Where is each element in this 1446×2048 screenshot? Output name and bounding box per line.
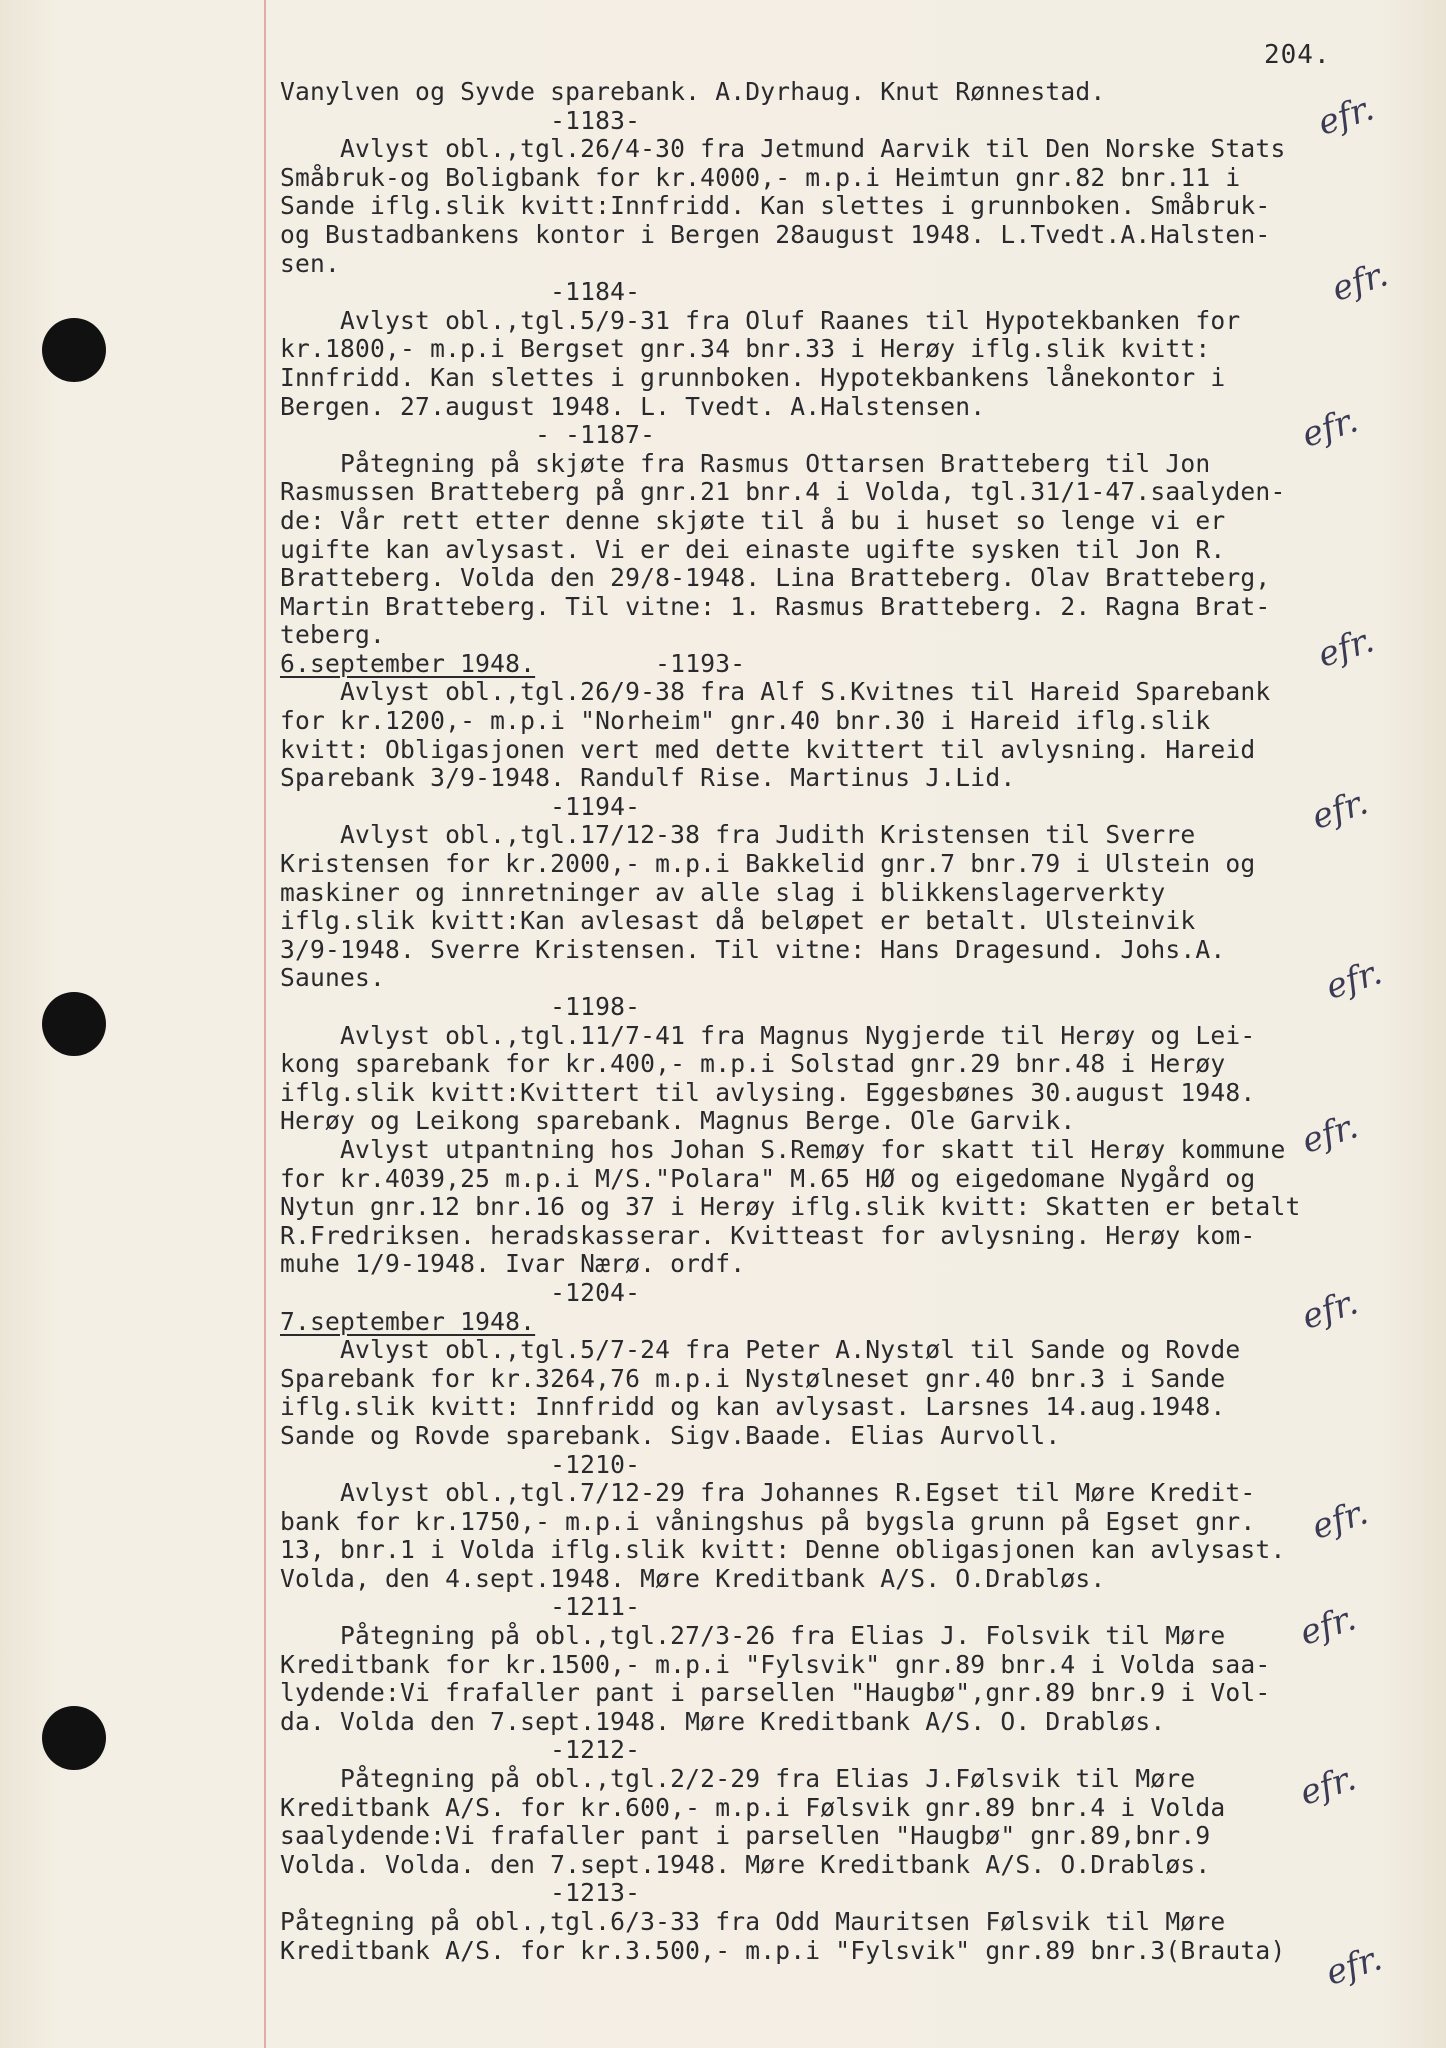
text-line: 6.september 1948. -1193- bbox=[280, 648, 746, 678]
text-line: - -1187- bbox=[280, 420, 656, 450]
text-line: Volda. Volda. den 7.sept.1948. Møre Kreditbank A/S. O.Drabløs. bbox=[280, 1849, 1211, 1879]
date-heading: 6.september 1948. bbox=[280, 648, 536, 678]
text-line: Avlyst obl.,tgl.5/9-31 fra Oluf Raanes til Hypotekbanken for bbox=[280, 305, 1241, 335]
text-line: Innfridd. Kan slettes i grunnboken. Hypotekbankens lånekontor i bbox=[280, 362, 1226, 392]
handwritten-check-mark: efr. bbox=[1307, 782, 1373, 838]
text-line: ugifte kan avlysast. Vi er dei einaste ugifte sysken til Jon R. bbox=[280, 534, 1226, 564]
text-line: -1210- bbox=[280, 1449, 641, 1479]
handwritten-check-mark: efr. bbox=[1295, 1758, 1361, 1814]
text-line: Bergen. 27.august 1948. L. Tvedt. A.Halstensen. bbox=[280, 391, 986, 421]
handwritten-check-mark: efr. bbox=[1307, 1492, 1373, 1548]
text-line: Sparebank for kr.3264,76 m.p.i Nystølneset gnr.40 bnr.3 i Sande bbox=[280, 1363, 1226, 1393]
text-line: -1184- bbox=[280, 277, 641, 307]
text-line: Volda, den 4.sept.1948. Møre Kreditbank A/S. O.Drabløs. bbox=[280, 1563, 1106, 1593]
text-line: Kreditbank A/S. for kr.600,- m.p.i Følsvik gnr.89 bnr.4 i Volda bbox=[280, 1792, 1226, 1822]
page-number: 204. bbox=[1264, 40, 1331, 70]
text-line: da. Volda den 7.sept.1948. Møre Kreditbank A/S. O. Drabløs. bbox=[280, 1706, 1166, 1736]
text-line: Kreditbank A/S. for kr.3.500,- m.p.i "Fylsvik" gnr.89 bnr.3(Brauta) bbox=[280, 1935, 1286, 1965]
handwritten-check-mark: efr. bbox=[1313, 620, 1379, 676]
text-line: for kr.1200,- m.p.i "Norheim" gnr.40 bnr.30 i Hareid iflg.slik bbox=[280, 706, 1211, 736]
text-line: Avlyst obl.,tgl.7/12-29 fra Johannes R.Egset til Møre Kredit- bbox=[280, 1478, 1256, 1508]
text-line: Avlyst obl.,tgl.26/9-38 fra Alf S.Kvitnes til Hareid Sparebank bbox=[280, 677, 1271, 707]
text-line: -1194- bbox=[280, 791, 641, 821]
text-line: Kristensen for kr.2000,- m.p.i Bakkelid gnr.7 bnr.79 i Ulstein og bbox=[280, 849, 1256, 879]
text-line: kr.1800,- m.p.i Bergset gnr.34 bnr.33 i Herøy iflg.slik kvitt: bbox=[280, 334, 1211, 364]
text-line: Vanylven og Syvde sparebank. A.Dyrhaug. Knut Rønnestad. bbox=[280, 77, 1106, 106]
text-line: Påtegning på obl.,tgl.6/3-33 fra Odd Mauritsen Følsvik til Møre bbox=[280, 1907, 1226, 1936]
text-line: Kreditbank for kr.1500,- m.p.i "Fylsvik" gnr.89 bnr.4 i Volda saa- bbox=[280, 1649, 1271, 1679]
handwritten-check-mark: efr. bbox=[1297, 400, 1363, 456]
text-line: 13, bnr.1 i Volda iflg.slik kvitt: Denne obligasjonen kan avlysast. bbox=[280, 1535, 1286, 1565]
text-line: iflg.slik kvitt:Kvittert til avlysing. Eggesbønes 30.august 1948. bbox=[280, 1077, 1256, 1107]
text-line: kvitt: Obligasjonen vert med dette kvittert til avlysning. Hareid bbox=[280, 734, 1256, 764]
text-line: Avlyst obl.,tgl.17/12-38 fra Judith Kristensen til Sverre bbox=[280, 820, 1196, 850]
text-line: Sande og Rovde sparebank. Sigv.Baade. Elias Aurvoll. bbox=[280, 1420, 1061, 1450]
text-line: Påtegning på obl.,tgl.2/2-29 fra Elias J.Følsvik til Møre bbox=[280, 1764, 1196, 1794]
text-line: Påtegning på skjøte fra Rasmus Ottarsen Bratteberg til Jon bbox=[280, 448, 1211, 478]
text-line: -1198- bbox=[280, 992, 641, 1021]
text-line bbox=[280, 1308, 1420, 1337]
text-line: -1212- bbox=[280, 1735, 641, 1765]
text-line: muhe 1/9-1948. Ivar Nærø. ordf. bbox=[280, 1249, 746, 1279]
text-line: iflg.slik kvitt:Kan avlesast då beløpet er betalt. Ulsteinvik bbox=[280, 906, 1196, 936]
text-line: Avlyst obl.,tgl.5/7-24 fra Peter A.Nystøl til Sande og Rovde bbox=[280, 1335, 1241, 1365]
text-line: Avlyst utpantning hos Johan S.Remøy for skatt til Herøy kommune bbox=[280, 1134, 1286, 1164]
text-line: Saunes. bbox=[280, 963, 386, 993]
handwritten-check-mark: efr. bbox=[1295, 1598, 1361, 1654]
punch-hole bbox=[42, 318, 106, 382]
punch-hole bbox=[42, 1706, 106, 1770]
text-line: -1211- bbox=[280, 1592, 641, 1622]
text-line: Påtegning på obl.,tgl.27/3-26 fra Elias J. Folsvik til Møre bbox=[280, 1621, 1226, 1651]
text-line: Bratteberg. Volda den 29/8-1948. Lina Bratteberg. Olav Bratteberg, bbox=[280, 563, 1271, 593]
handwritten-check-mark: efr. bbox=[1321, 1938, 1387, 1994]
typed-text-block bbox=[280, 78, 1420, 1965]
text-line: 3/9-1948. Sverre Kristensen. Til vitne: Hans Dragesund. Johs.A. bbox=[280, 934, 1226, 964]
handwritten-check-mark: efr. bbox=[1321, 952, 1387, 1008]
text-line: R.Fredriksen. heradskasserar. Kvitteast for avlysning. Herøy kom- bbox=[280, 1220, 1256, 1250]
text-line: Rasmussen Bratteberg på gnr.21 bnr.4 i Volda, tgl.31/1-47.saalyden- bbox=[280, 477, 1286, 507]
text-line: maskiner og innretninger av alle slag i blikkenslagerverkty bbox=[280, 877, 1166, 907]
date-heading: 7.september 1948. bbox=[280, 1306, 536, 1336]
text-line: -1213- bbox=[280, 1878, 641, 1908]
text-line: Småbruk-og Boligbank for kr.4000,- m.p.i Heimtun gnr.82 bnr.11 i bbox=[280, 162, 1241, 192]
text-line: kong sparebank for kr.400,- m.p.i Solstad gnr.29 bnr.48 i Herøy bbox=[280, 1049, 1226, 1079]
text-line: Avlyst obl.,tgl.26/4-30 fra Jetmund Aarvik til Den Norske Stats bbox=[280, 134, 1286, 164]
text-line: sen. bbox=[280, 248, 341, 278]
text-line: Avlyst obl.,tgl.11/7-41 fra Magnus Nygjerde til Herøy og Lei- bbox=[280, 1020, 1256, 1050]
text-line: bank for kr.1750,- m.p.i våningshus på bygsla grunn på Egset gnr. bbox=[280, 1506, 1256, 1536]
margin-rule bbox=[264, 0, 266, 2048]
text-line: og Bustadbankens kontor i Bergen 28august 1948. L.Tvedt.A.Halsten- bbox=[280, 219, 1271, 249]
handwritten-check-mark: efr. bbox=[1313, 88, 1379, 144]
text-line: Herøy og Leikong sparebank. Magnus Berge. Ole Garvik. bbox=[280, 1106, 1076, 1136]
text-line: -1183- bbox=[280, 105, 641, 135]
text-line: Sparebank 3/9-1948. Randulf Rise. Martinus J.Lid. bbox=[280, 763, 1016, 793]
text-line: iflg.slik kvitt: Innfridd og kan avlysast. Larsnes 14.aug.1948. bbox=[280, 1392, 1226, 1422]
text-line: Nytun gnr.12 bnr.16 og 37 i Herøy iflg.slik kvitt: Skatten er betalt bbox=[280, 1192, 1301, 1222]
punch-hole bbox=[42, 992, 106, 1056]
text-line: saalydende:Vi frafaller pant i parsellen "Haugbø" gnr.89,bnr.9 bbox=[280, 1821, 1211, 1851]
text-line: Sande iflg.slik kvitt:Innfridd. Kan slettes i grunnboken. Småbruk- bbox=[280, 191, 1271, 221]
text-line: for kr.4039,25 m.p.i M/S."Polara" M.65 HØ og eigedomane Nygård og bbox=[280, 1163, 1256, 1193]
handwritten-check-mark: efr. bbox=[1297, 1106, 1363, 1162]
text-line: de: Vår rett etter denne skjøte til å bu i huset so lenge vi er bbox=[280, 505, 1226, 535]
text-line: lydende:Vi frafaller pant i parsellen "Haugbø",gnr.89 bnr.9 i Vol- bbox=[280, 1678, 1271, 1708]
text-line: -1204- bbox=[280, 1277, 641, 1307]
text-line: teberg. bbox=[280, 620, 386, 650]
handwritten-check-mark: efr. bbox=[1327, 254, 1393, 310]
text-line: Martin Bratteberg. Til vitne: 1. Rasmus Bratteberg. 2. Ragna Brat- bbox=[280, 591, 1271, 621]
handwritten-check-mark: efr. bbox=[1297, 1282, 1363, 1338]
